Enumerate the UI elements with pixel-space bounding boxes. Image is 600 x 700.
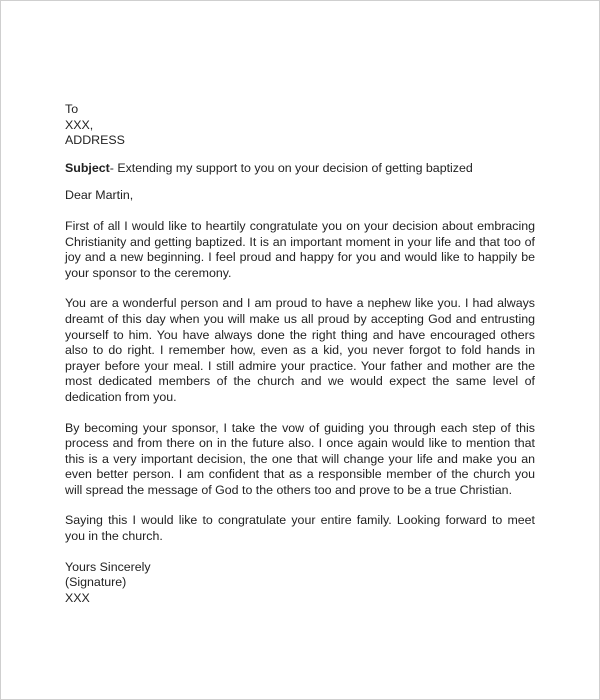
- signature-placeholder: (Signature): [65, 575, 127, 590]
- paragraph-sponsor: By becoming your sponsor, I take the vow of guiding you through each step of this process and from there on in the future also. I once again would like to mention that this is a very important decision, the one that will change your life and make you an even better person. I am confident that as a responsible member of the church you will spread the message of God to the others too and prove to be a true Christian.: [65, 420, 535, 497]
- subject-label: Subject: [65, 160, 110, 175]
- subject-text: - Extending my support to you on your decision of getting baptized: [109, 160, 473, 175]
- paragraph-nephew: You are a wonderful person and I am proud to have a nephew like you. I had always dreamt of this day when you will make us all proud by accepting God and entrusting yourself to him. You have always done the right thing and have encouraged others also to do right. I remember how, even as a kid, you never forgot to fold hands in prayer before your meal. I still admire your practice. Your father and mother are the most dedicated members of the church and we would expect the same level of dedication from you.: [65, 296, 535, 404]
- paragraph-congratulation: First of all I would like to heartily congratulate you on your decision about embracing Christianity and getting baptized. It is an important moment in your life and that too of joy and a new beginning. I feel proud and happy for you and would like to happily be your sponsor to the ceremony.: [65, 218, 535, 280]
- letter-body: [65, 102, 535, 606]
- salutation: Dear Martin,: [65, 188, 134, 203]
- recipient-address: ADDRESS: [65, 133, 125, 148]
- sender-name: XXX: [65, 590, 90, 605]
- closing-block: [65, 560, 535, 607]
- paragraph-family: Saying this I would like to congratulate your entire family. Looking forward to meet you in the church.: [65, 513, 535, 544]
- recipient-name: XXX,: [65, 117, 94, 132]
- recipient-block: [65, 102, 535, 149]
- valediction: Yours Sincerely: [65, 559, 151, 574]
- recipient-to: To: [65, 102, 79, 116]
- subject-line: [65, 161, 535, 177]
